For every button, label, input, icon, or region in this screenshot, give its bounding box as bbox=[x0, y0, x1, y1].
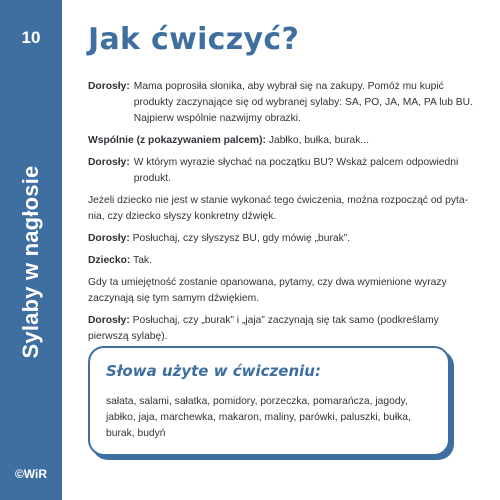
speech-text: Mama poprosiła słonika, aby wybrał się na zakupy. Pomóż mu kupić produkty zaczynające się od wybranej sylaby: SA, PO, JA, MA, PA lub BU. Najpierw wspólnie nazwijmy obrazki. bbox=[133, 81, 473, 124]
copyright: ©WiR bbox=[14, 467, 48, 481]
page-title: Jak ćwiczyć? bbox=[88, 22, 300, 57]
sidebar bbox=[0, 0, 62, 500]
speaker-label: Dorosły: bbox=[88, 81, 130, 92]
speaker-label: Wspólnie (z pokazywaniem palcem): bbox=[88, 135, 266, 146]
dialog-line bbox=[88, 313, 478, 345]
page-number: 10 bbox=[21, 28, 41, 47]
instruction-paragraph: Jeżeli dziecko nie jest w stanie wykonać tego ćwiczenia, można rozpocząć od pyta-nia, czy dziecko słyszy konkretny dźwięk. bbox=[88, 195, 469, 222]
words-box bbox=[88, 346, 450, 456]
dialog-line bbox=[88, 253, 478, 269]
words-box-text: sałata, salami, sałatka, pomidory, porzeczka, pomarańcza, jagody, jabłko, jaja, marchewka, makaron, maliny, parówki, paluszki, bułka, burak, budyń bbox=[106, 396, 411, 439]
speaker-label: Dorosły: bbox=[88, 315, 130, 326]
dialog-line bbox=[88, 155, 478, 187]
speaker-label: Dziecko: bbox=[88, 255, 131, 266]
dialog-line bbox=[88, 79, 478, 127]
words-box-title: Słowa użyte w ćwiczeniu: bbox=[106, 362, 321, 380]
instruction-paragraph: Gdy ta umiejętność zostanie opanowana, pytamy, czy dwa wymienione wyrazy zaczynają się tym samym dźwiękiem. bbox=[88, 277, 447, 304]
dialog-line bbox=[88, 133, 478, 149]
speech-text: Posłuchaj, czy „burak” i „jaja” zaczynają się tak samo (podkreślamy pierwszą sylabę). bbox=[88, 315, 439, 342]
speaker-label: Dorosły: bbox=[88, 157, 130, 168]
dialog-line bbox=[88, 231, 478, 247]
speaker-label: Dorosły: bbox=[88, 233, 130, 244]
speech-text: Posłuchaj, czy słyszysz BU, gdy mówię „burak”. bbox=[132, 233, 351, 244]
speech-text: Jabłko, bułka, burak... bbox=[268, 135, 369, 146]
speech-text: Tak. bbox=[133, 255, 152, 266]
section-title-vertical: Sylaby w nagłosie bbox=[18, 165, 43, 359]
speech-text: W którym wyrazie słychać na początku BU? Wskaż palcem odpowiedni produkt. bbox=[133, 157, 459, 184]
instructions bbox=[88, 79, 478, 351]
